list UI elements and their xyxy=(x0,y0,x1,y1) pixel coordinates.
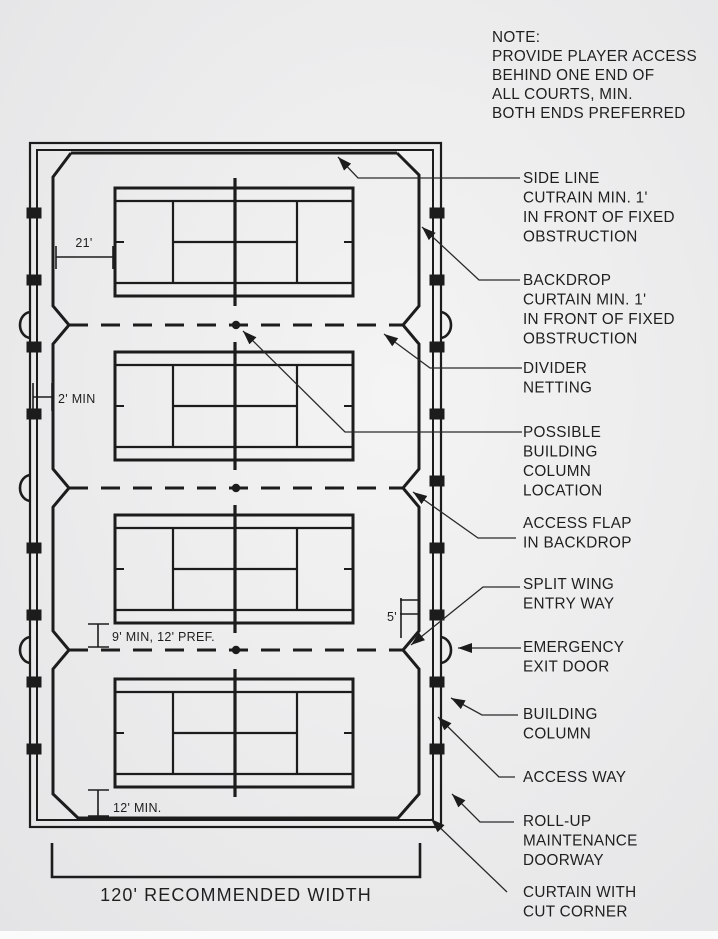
building-column-marker xyxy=(27,275,42,286)
label-backdrop-curtain: BACKDROP xyxy=(523,272,612,289)
building-column-marker xyxy=(430,476,445,487)
building-column-marker xyxy=(430,610,445,621)
building-column-marker xyxy=(430,409,445,420)
building-column-marker xyxy=(27,342,42,353)
possible-column-dot xyxy=(232,646,240,654)
label-access-way: ACCESS WAY xyxy=(523,769,627,786)
label-line: CURTAIN MIN. 1' xyxy=(523,291,647,309)
label-emergency-exit-door: EMERGENCY xyxy=(523,639,625,656)
label-access-flap: ACCESS FLAP xyxy=(523,515,632,532)
bottom-strip xyxy=(0,931,718,939)
label-building-column: BUILDING xyxy=(523,706,598,723)
label-possible-building-column: POSSIBLE xyxy=(523,424,602,441)
label-line: BUILDING xyxy=(523,443,598,461)
building-column-marker xyxy=(27,543,42,554)
label-line: CUT CORNER xyxy=(523,903,628,921)
note-title: NOTE: xyxy=(492,29,541,46)
note-line: BOTH ENDS PREFERRED xyxy=(492,105,686,122)
building-column-marker xyxy=(27,208,42,219)
label-line: NETTING xyxy=(523,379,593,397)
building-column-marker xyxy=(430,208,445,219)
building-column-marker xyxy=(430,744,445,755)
building-column-marker xyxy=(430,543,445,554)
building-column-marker xyxy=(430,677,445,688)
dim-12ft-min-label: 12' MIN. xyxy=(113,801,162,815)
label-line: LOCATION xyxy=(523,482,603,500)
label-line: COLUMN xyxy=(523,725,592,743)
label-line: IN FRONT OF FIXED xyxy=(523,311,675,328)
building-column-marker xyxy=(27,677,42,688)
label-line: DOORWAY xyxy=(523,852,604,869)
label-line: COLUMN xyxy=(523,463,592,480)
label-line: IN BACKDROP xyxy=(523,534,632,552)
label-line: OBSTRUCTION xyxy=(523,228,638,246)
label-line: MAINTENANCE xyxy=(523,832,638,850)
label-line: IN FRONT OF FIXED xyxy=(523,209,675,226)
label-roll-up-doorway: ROLL-UP xyxy=(523,813,592,830)
building-column-marker xyxy=(27,744,42,755)
building-column-marker xyxy=(27,610,42,621)
label-side-line-curtain: SIDE LINE xyxy=(523,170,600,187)
note-line: BEHIND ONE END OF xyxy=(492,67,655,84)
building-column-marker xyxy=(27,409,42,420)
label-line: ENTRY WAY xyxy=(523,595,615,613)
note-line: ALL COURTS, MIN. xyxy=(492,86,633,103)
building-column-marker xyxy=(430,342,445,353)
label-line: OBSTRUCTION xyxy=(523,330,638,348)
possible-column-dot xyxy=(232,321,240,329)
overall-width-label: 120' RECOMMENDED WIDTH xyxy=(100,885,372,905)
building-column-marker xyxy=(430,275,445,286)
label-split-wing: SPLIT WING xyxy=(523,576,615,593)
label-divider-netting: DIVIDER xyxy=(523,360,588,377)
dim-5ft-label: 5' xyxy=(387,610,397,624)
possible-column-dot xyxy=(232,484,240,492)
note-line: PROVIDE PLAYER ACCESS xyxy=(492,48,697,65)
dim-2ft-min-label: 2' MIN xyxy=(58,392,96,406)
dim-9ft-min-label: 9' MIN, 12' PREF. xyxy=(112,630,215,644)
label-curtain-cut-corner: CURTAIN WITH xyxy=(523,884,637,901)
label-line: EXIT DOOR xyxy=(523,658,610,676)
dim-21ft-label: 21' xyxy=(75,236,93,250)
label-line: CUTRAIN MIN. 1' xyxy=(523,189,648,207)
